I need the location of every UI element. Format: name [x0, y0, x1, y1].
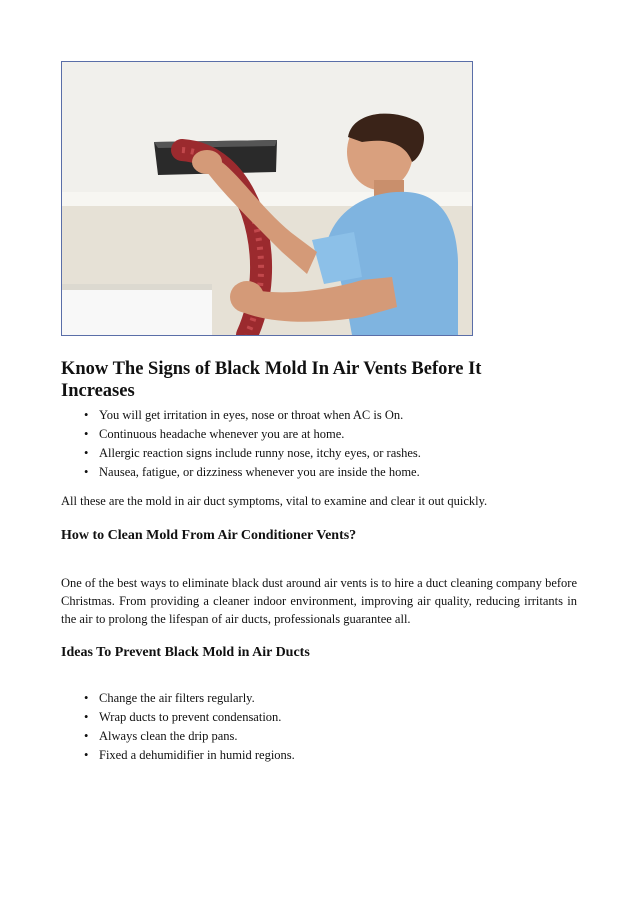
list-item: • Wrap ducts to prevent condensation. [61, 708, 577, 727]
symptoms-summary: All these are the mold in air duct symptoms, vital to examine and clear it out quickly. [61, 494, 488, 508]
bullet: • [84, 710, 89, 724]
list-item: • Allergic reaction signs include runny nose, itchy eyes, or rashes. [61, 444, 577, 463]
clean-paragraph: One of the best ways to eliminate black dust around air vents is to hire a duct cleaning company before Christmas. From providing a cleaner indoor environment, improving air quality, reducing irritants in the air to prolong the lifespan of air ducts, professionals guarantee all. [61, 576, 577, 626]
list-item: • Change the air filters regularly. [61, 689, 577, 708]
clean-heading: How to Clean Mold From Air Conditioner Vents? [61, 528, 357, 543]
bullet: • [84, 408, 89, 422]
list-item: • Always clean the drip pans. [61, 727, 577, 746]
bullet: • [84, 691, 89, 705]
bullet: • [84, 446, 89, 460]
prevent-heading: Ideas To Prevent Black Mold in Air Ducts [61, 645, 310, 660]
list-item: • Nausea, fatigue, or dizziness whenever you are inside the home. [61, 463, 577, 482]
bullet: • [84, 748, 89, 762]
list-item: • You will get irritation in eyes, nose or throat when AC is On. [61, 406, 577, 425]
bullet: • [84, 465, 89, 479]
bullet: • [84, 427, 89, 441]
duct-cleaning-photo [61, 61, 473, 336]
article-title: Know The Signs of Black Mold In Air Vents Before It Increases [61, 359, 482, 401]
prevent-tips-list [61, 689, 577, 765]
list-item: • Fixed a dehumidifier in humid regions. [61, 746, 577, 765]
list-item: • Continuous headache whenever you are at home. [61, 425, 577, 444]
symptoms-list [61, 406, 577, 482]
bullet: • [84, 729, 89, 743]
